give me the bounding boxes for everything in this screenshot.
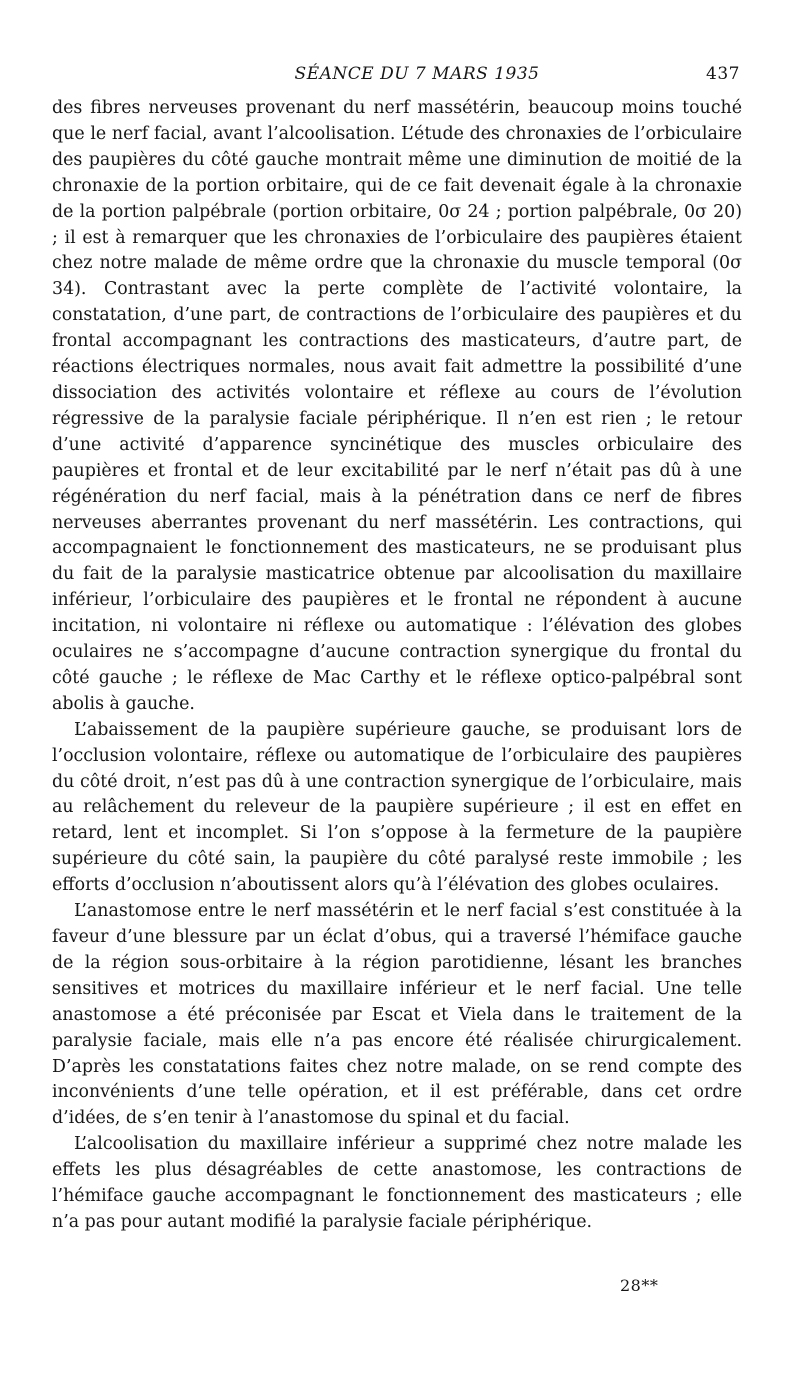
- running-head: [52, 64, 742, 90]
- paragraph-eyelid: L’abaissement de la paupière supérieure gauche, se produisant lors de l’occlusion volontaire, réflexe ou automatique de l’orbiculaire des paupières du côté droit, n’est pas dû à une contraction synergique de l’orbiculaire, mais au relâchement du releveur de la paupière supérieure ; il est en effet en retard, lent et incomplet. Si l’on s’oppose à la fermeture de la paupière supérieure du côté sain, la paupière du côté paralysé reste immobile ; les efforts d’occlusion n’aboutissent alors qu’à l’élévation des globes oculaires.: [52, 719, 742, 896]
- paragraph-continuation: des fibres nerveuses provenant du nerf massétérin, beaucoup moins touché que le nerf facial, avant l’alcoolisation. L’étude des chronaxies de l’orbiculaire des paupières du côté gauche montrait même une diminution de moitié de la chronaxie de la portion orbitaire, qui de ce fait devenait égale à la chronaxie de la portion palpébrale (portion orbitaire, 0σ 24 ; portion palpébrale, 0σ 20) ; il est à remarquer que les chronaxies de l’orbiculaire des paupières étaient chez notre malade de même ordre que la chronaxie du muscle temporal (0σ 34). Contrastant avec la perte complète de l’activité volontaire, la constatation, d’une part, de contractions de l’orbiculaire des paupières et du frontal accompagnant les contractions des masticateurs, d’autre part, de réactions électriques normales, nous avait fait admettre la possibilité d’une dissociation des activités volontaire et réflexe au cours de l’évolution régressive de la paralysie faciale périphérique. Il n’en est rien ; le retour d’une activité d’apparence syncinétique des muscles orbiculaire des paupières et frontal et de leur excitabilité par le nerf n’était pas dû à une régénération du nerf facial, mais à la pénétration dans ce nerf de fibres nerveuses aberrantes provenant du nerf massétérin. Les contractions, qui accompagnaient le fonctionnement des masticateurs, ne se produisant plus du fait de la paralysie masticatrice obtenue par alcoolisation du maxillaire inférieur, l’orbiculaire des paupières et le frontal ne répondent à aucune incitation, ni volontaire ni réflexe ou automatique : l’élévation des globes oculaires ne s’accompagne d’aucune contraction synergique du frontal du côté gauche ; le réflexe de Mac Carthy et le réflexe optico-palpébral sont abolis à gauche.: [52, 98, 742, 714]
- page-number: 437: [706, 64, 740, 84]
- body-text: [52, 96, 742, 1236]
- paragraph-alcoholisation: L’alcoolisation du maxillaire inférieur a supprimé chez notre malade les effets les plus désagréables de cette anastomose, les contractions de l’hémiface gauche accompagnant le fonctionnement des masticateurs ; elle n’a pas pour autant modifié la paralysie faciale périphérique.: [52, 1134, 742, 1232]
- signature-mark: 28**: [620, 1276, 659, 1295]
- running-title: SÉANCE DU 7 MARS 1935: [294, 64, 540, 84]
- paragraph-anastomosis: L’anastomose entre le nerf massétérin et le nerf facial s’est constituée à la faveur d’une blessure par un éclat d’obus, qui a traversé l’hémiface gauche de la région sous-orbitaire à la région parotidienne, lésant les branches sensitives et motrices du maxillaire inférieur et le nerf facial. Une telle anastomose a été préconisée par Escat et Viela dans le traitement de la paralysie faciale, mais elle n’a pas encore été réalisée chirurgicalement. D’après les constatations faites chez notre malade, on se rend compte des inconvénients d’une telle opération, et il est préférable, dans cet ordre d’idées, de s’en tenir à l’anastomose du spinal et du facial.: [52, 901, 742, 1129]
